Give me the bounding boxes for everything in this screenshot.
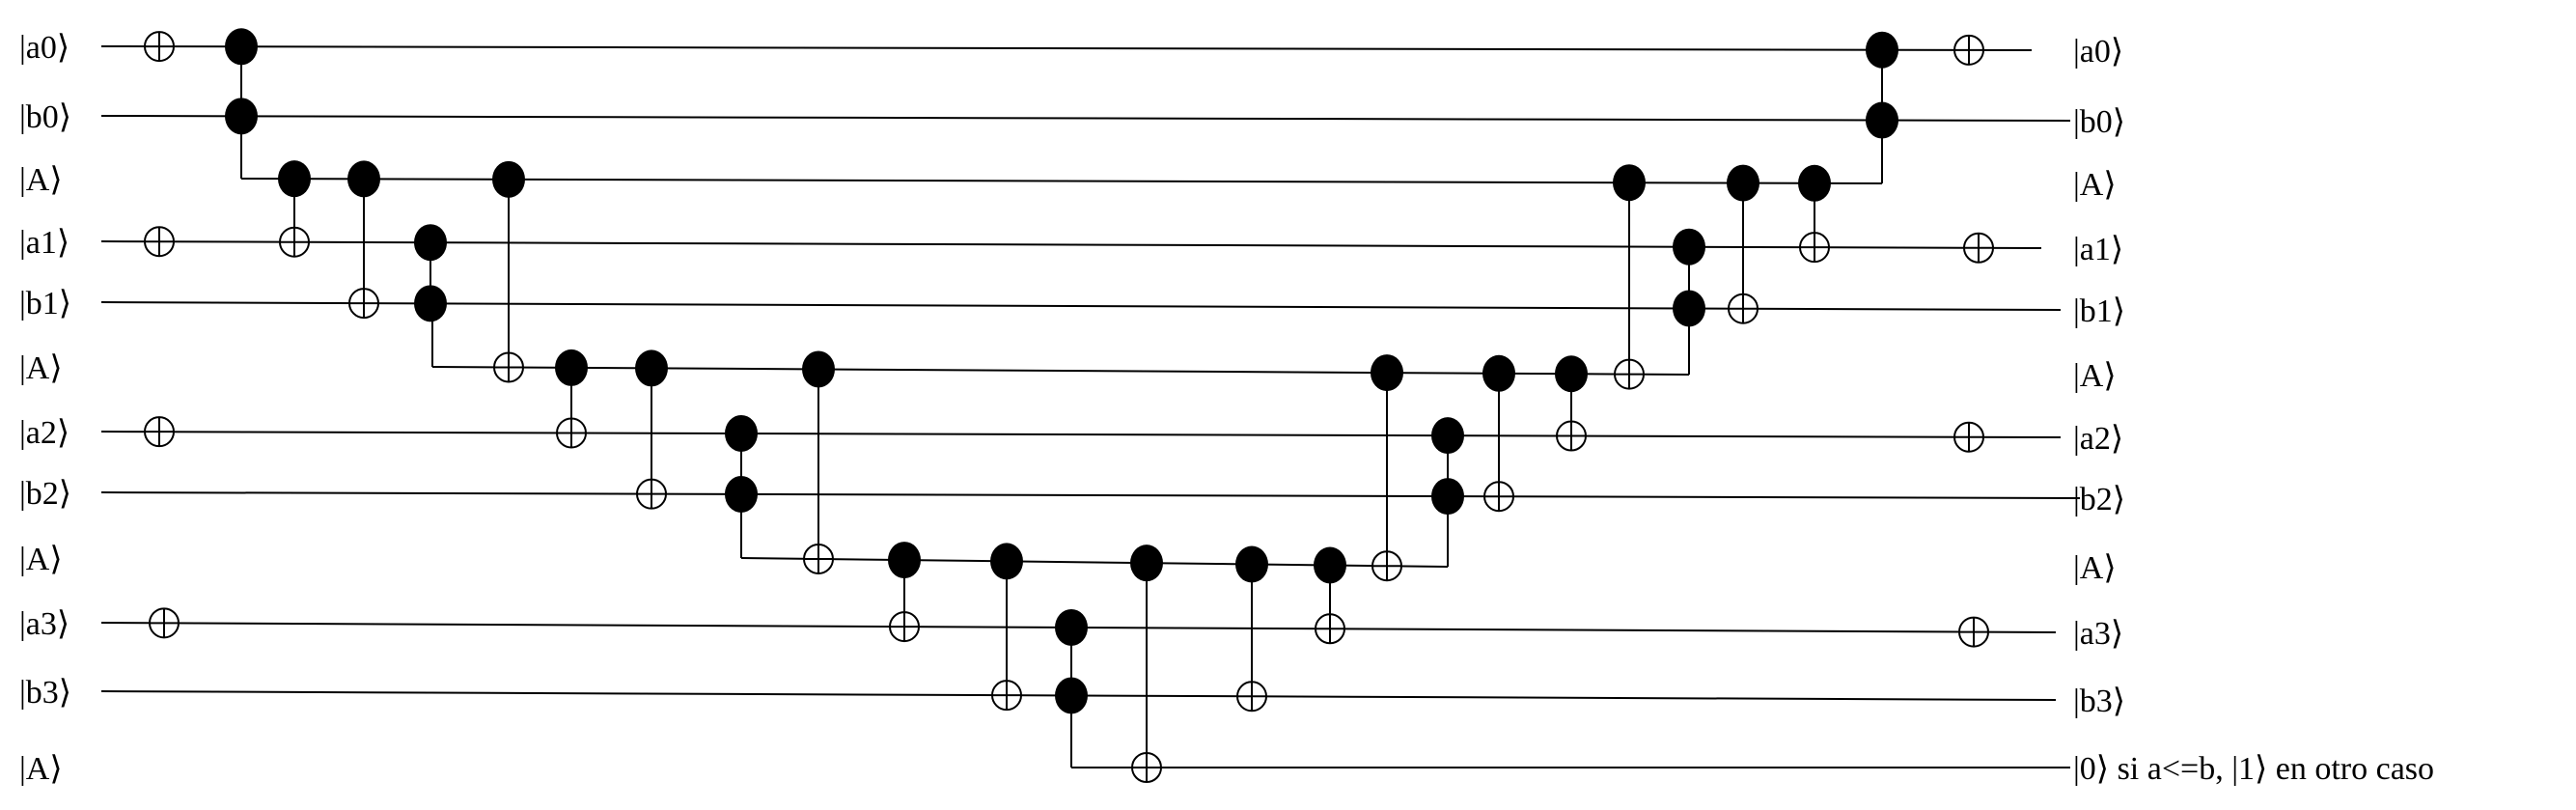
left-label: |b1⟩ bbox=[19, 286, 72, 321]
right-label: |b0⟩ bbox=[2073, 104, 2126, 140]
control-dot bbox=[414, 285, 447, 321]
control-dot bbox=[1371, 354, 1403, 391]
right-label: |b3⟩ bbox=[2073, 684, 2126, 719]
left-label: |b3⟩ bbox=[19, 675, 72, 711]
target-oplus bbox=[145, 227, 174, 256]
right-labels bbox=[2073, 34, 2434, 787]
qubit-wire bbox=[101, 432, 2061, 437]
control-dot bbox=[347, 160, 380, 197]
control-dot bbox=[1431, 478, 1464, 515]
control-dot bbox=[990, 543, 1023, 579]
target-oplus bbox=[1954, 423, 1983, 452]
gates bbox=[145, 28, 1993, 782]
target-oplus bbox=[1964, 234, 1993, 263]
target-oplus bbox=[637, 480, 666, 509]
right-label: |a2⟩ bbox=[2073, 421, 2124, 457]
right-label: |A⟩ bbox=[2073, 550, 2117, 586]
control-dot bbox=[1055, 609, 1088, 646]
right-label: |A⟩ bbox=[2073, 167, 2117, 203]
target-oplus bbox=[1484, 482, 1513, 511]
target-oplus bbox=[1959, 618, 1988, 647]
control-dot bbox=[1555, 355, 1588, 392]
control-dot bbox=[1866, 102, 1898, 139]
target-oplus bbox=[1372, 551, 1401, 580]
control-dot bbox=[225, 98, 258, 134]
qubit-wire bbox=[101, 116, 2070, 121]
right-label: |b2⟩ bbox=[2073, 482, 2126, 517]
qubit-wire bbox=[101, 46, 2032, 50]
control-dot bbox=[1235, 546, 1268, 583]
target-oplus bbox=[1800, 233, 1829, 262]
control-dot bbox=[414, 224, 447, 261]
control-dot bbox=[278, 160, 311, 197]
target-oplus bbox=[557, 418, 586, 447]
target-oplus bbox=[1954, 36, 1983, 65]
control-dot bbox=[1482, 355, 1515, 392]
control-dot bbox=[802, 350, 835, 387]
left-label: |b0⟩ bbox=[19, 99, 72, 135]
target-oplus bbox=[1316, 614, 1344, 643]
control-dot bbox=[225, 28, 258, 65]
target-oplus bbox=[494, 352, 523, 381]
control-dot bbox=[888, 542, 921, 578]
left-label: |b2⟩ bbox=[19, 476, 72, 512]
target-oplus bbox=[992, 681, 1021, 710]
left-label: |A⟩ bbox=[19, 162, 63, 198]
control-dot bbox=[1673, 229, 1705, 265]
target-oplus bbox=[1729, 294, 1758, 323]
control-dot bbox=[635, 349, 668, 386]
qubit-wire bbox=[101, 241, 2041, 248]
control-dot bbox=[492, 161, 525, 198]
right-label: |b1⟩ bbox=[2073, 293, 2126, 329]
left-label: |a1⟩ bbox=[19, 225, 70, 261]
control-dot bbox=[1673, 290, 1705, 326]
control-dot bbox=[555, 349, 588, 386]
target-oplus bbox=[1615, 360, 1644, 389]
left-label: |A⟩ bbox=[19, 542, 63, 577]
target-oplus bbox=[1132, 753, 1161, 782]
target-oplus bbox=[145, 32, 174, 61]
target-oplus bbox=[1237, 682, 1266, 711]
control-dot bbox=[1314, 547, 1346, 584]
target-oplus bbox=[349, 289, 378, 318]
right-label: |a1⟩ bbox=[2073, 232, 2124, 267]
control-dot bbox=[1727, 165, 1759, 202]
left-label: |A⟩ bbox=[19, 350, 63, 386]
control-dot bbox=[1613, 164, 1646, 201]
target-oplus bbox=[1557, 422, 1586, 451]
left-labels bbox=[19, 30, 71, 787]
qubit-wire bbox=[101, 492, 2080, 498]
target-oplus bbox=[150, 608, 179, 637]
right-label: |A⟩ bbox=[2073, 358, 2117, 394]
left-label: |a0⟩ bbox=[19, 30, 70, 66]
control-dot bbox=[1798, 165, 1831, 202]
left-label: |a2⟩ bbox=[19, 415, 70, 451]
target-oplus bbox=[280, 228, 309, 257]
control-dot bbox=[725, 415, 758, 452]
right-label: |a3⟩ bbox=[2073, 616, 2124, 652]
target-oplus bbox=[145, 417, 174, 446]
control-dot bbox=[1130, 545, 1163, 581]
right-label: |0⟩ si a<=b, |1⟩ en otro caso bbox=[2073, 751, 2435, 787]
qubit-wires bbox=[101, 46, 2080, 768]
target-oplus bbox=[804, 545, 833, 573]
control-dot bbox=[1431, 417, 1464, 454]
left-label: |A⟩ bbox=[19, 751, 63, 787]
target-oplus bbox=[890, 612, 919, 641]
qubit-wire bbox=[101, 302, 2061, 310]
control-dot bbox=[725, 476, 758, 513]
left-label: |a3⟩ bbox=[19, 606, 70, 642]
control-dot bbox=[1055, 677, 1088, 713]
control-dot bbox=[1866, 32, 1898, 69]
right-label: |a0⟩ bbox=[2073, 34, 2124, 70]
